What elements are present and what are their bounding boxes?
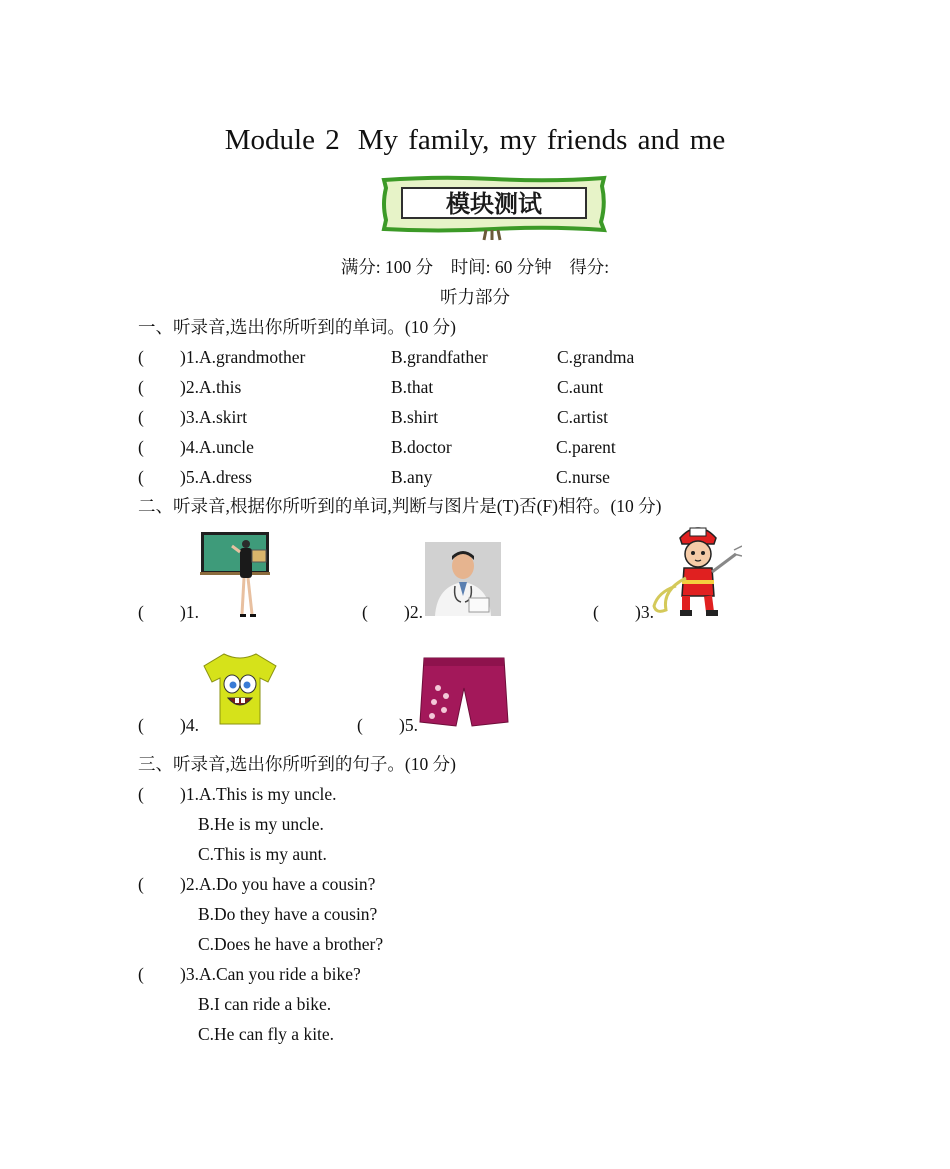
- list-item: ( )3.A.Can you ride a bike?: [138, 964, 361, 984]
- tf-item-5: ( )5.: [357, 715, 418, 735]
- list-item: ( )1.A.This is my uncle.: [138, 784, 337, 804]
- option-b: B.any: [391, 467, 433, 487]
- option-c: C.nurse: [556, 467, 610, 487]
- option-b: B.grandfather: [391, 347, 488, 367]
- answer-paren[interactable]: (: [138, 407, 144, 427]
- answer-paren[interactable]: (: [138, 964, 144, 984]
- answer-paren[interactable]: (: [138, 467, 144, 487]
- shorts-picture: [418, 652, 510, 735]
- option-b: B.Do they have a cousin?: [198, 904, 378, 924]
- banner-text: 模块测试: [446, 190, 542, 218]
- option-c: C.parent: [556, 437, 616, 457]
- list-item: ( )5.A.dress: [138, 467, 252, 487]
- score-label: 得分:: [569, 257, 610, 277]
- part2-heading: 二、听录音,根据你所听到的单词,判断与图片是(T)否(F)相符。(10 分): [138, 496, 662, 516]
- option-b: B.I can ride a bike.: [198, 994, 332, 1014]
- option-b: B.He is my uncle.: [198, 814, 324, 834]
- teacher-picture: [200, 530, 272, 625]
- section-label: 听力部分: [440, 287, 510, 307]
- tf-item-3: ( )3.: [593, 602, 654, 622]
- full-score: 满分: 100 分: [340, 257, 434, 277]
- answer-paren[interactable]: (: [138, 602, 144, 622]
- answer-paren[interactable]: (: [593, 602, 599, 622]
- list-item: ( )2.A.this: [138, 377, 242, 397]
- page-title: [0, 124, 950, 157]
- answer-paren[interactable]: (: [138, 715, 144, 735]
- option-b: B.that: [391, 377, 434, 397]
- doctor-picture: [425, 542, 501, 621]
- score-line: [0, 256, 950, 278]
- list-item: ( )2.A.Do you have a cousin?: [138, 874, 376, 894]
- tf-item-1: ( )1.: [138, 602, 199, 622]
- option-c: C.aunt: [557, 377, 604, 397]
- answer-paren[interactable]: (: [138, 437, 144, 457]
- option-c: C.grandma: [557, 347, 635, 367]
- option-c: C.This is my aunt.: [198, 844, 327, 864]
- title-module: Module 2: [224, 124, 340, 156]
- banner-graphic: [380, 174, 608, 242]
- answer-paren[interactable]: (: [138, 347, 144, 367]
- time-limit: 时间: 60 分钟: [450, 257, 552, 277]
- option-c: C.Does he have a brother?: [198, 934, 384, 954]
- answer-paren[interactable]: (: [357, 715, 363, 735]
- firefighter-picture: [652, 520, 742, 625]
- answer-paren[interactable]: (: [138, 784, 144, 804]
- tf-item-4: ( )4.: [138, 715, 199, 735]
- list-item: ( )4.A.uncle: [138, 437, 254, 457]
- answer-paren[interactable]: (: [138, 874, 144, 894]
- module-test-banner: [380, 174, 608, 242]
- part3-heading: 三、听录音,选出你所听到的句子。(10 分): [138, 754, 456, 774]
- tf-item-2: ( )2.: [362, 602, 423, 622]
- title-topic: My family, my friends and me: [357, 124, 726, 156]
- option-c: C.artist: [557, 407, 609, 427]
- option-b: B.shirt: [391, 407, 439, 427]
- option-c: C.He can fly a kite.: [198, 1024, 335, 1044]
- list-item: ( )1.A.grandmother: [138, 347, 306, 367]
- option-b: B.doctor: [391, 437, 452, 457]
- answer-paren[interactable]: (: [362, 602, 368, 622]
- answer-paren[interactable]: (: [138, 377, 144, 397]
- list-item: ( )3.A.skirt: [138, 407, 248, 427]
- part1-heading: 一、听录音,选出你所听到的单词。(10 分): [138, 317, 456, 337]
- t-shirt-picture: [202, 650, 278, 731]
